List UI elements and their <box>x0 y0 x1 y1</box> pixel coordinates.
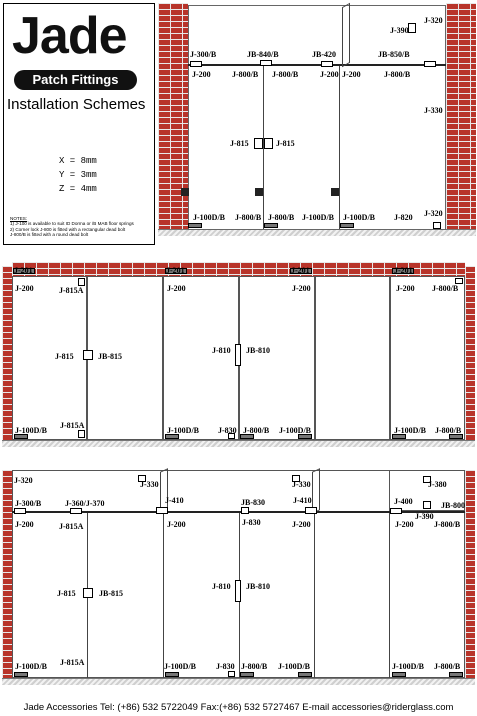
floor-spring-icon <box>255 188 263 196</box>
part-label: J-200 <box>167 284 186 293</box>
floor-fitting <box>392 672 406 677</box>
handle-fitting <box>235 344 241 366</box>
part-label: J-800/B <box>235 213 262 222</box>
part-label: J-800/B <box>232 70 259 79</box>
contact-footer: Jade Accessories Tel: (+86) 532 5722049 Fax:(+86) 532 5727467 E-mail accessories@riderglass.com <box>23 702 454 713</box>
fitting <box>424 61 436 67</box>
fitting <box>305 507 317 514</box>
part-label: J-100D/B <box>193 213 225 222</box>
lock-fitting <box>83 350 93 360</box>
brick-wall-right <box>465 266 475 446</box>
part-label: J-200 <box>192 70 211 79</box>
part-label: J-815 <box>57 589 76 598</box>
part-label: J-201 <box>14 266 33 275</box>
notes <box>10 216 155 238</box>
part-label: J-815A <box>59 522 84 531</box>
fitting <box>190 61 202 67</box>
part-label: J-330 <box>292 480 311 489</box>
glass-door <box>163 276 239 440</box>
part-label: J-100D/B <box>15 426 47 435</box>
part-label: JB-840/B <box>247 50 279 59</box>
floor-fitting <box>240 672 254 677</box>
part-label: J-100D/B <box>167 426 199 435</box>
part-label: J-330 <box>140 480 159 489</box>
part-label: J-100D/B <box>279 426 311 435</box>
dimension-z: Z = 4mm <box>59 184 97 194</box>
part-label: J-360/J-370 <box>65 499 105 508</box>
part-label: J-390 <box>390 26 409 35</box>
part-label: J-800/B <box>384 70 411 79</box>
part-label: J-815A <box>60 658 85 667</box>
fitting <box>241 507 249 514</box>
fitting <box>260 60 272 66</box>
transom-rail <box>188 64 446 66</box>
part-label: J-200 <box>396 284 415 293</box>
fitting <box>14 508 26 514</box>
part-label: J-815 <box>55 352 74 361</box>
part-label: J-320 <box>14 476 33 485</box>
fitting <box>78 278 85 286</box>
part-label: J-800/B <box>243 426 270 435</box>
floor <box>158 229 476 236</box>
part-label: J-380 <box>428 480 447 489</box>
brick-wall-left <box>158 3 188 235</box>
floor-fitting <box>165 672 179 677</box>
part-label: J-400 <box>394 497 413 506</box>
part-label: J-410 <box>165 496 184 505</box>
fin-panel <box>342 3 350 68</box>
part-label: J-320 <box>424 209 443 218</box>
part-label: J-830 <box>218 426 237 435</box>
part-label: J-100D/B <box>302 213 334 222</box>
part-label: J-800/B <box>432 284 459 293</box>
part-label: J-100D/B <box>278 662 310 671</box>
floor-fitting <box>340 223 354 228</box>
floor <box>2 440 475 447</box>
glass-door <box>390 276 465 440</box>
part-label: J-200 <box>292 520 311 529</box>
lock-fitting <box>254 138 263 149</box>
part-label: J-800/B <box>434 662 461 671</box>
page-title: Installation Schemes <box>7 96 146 113</box>
brand-logo: Jade <box>12 7 127 65</box>
brand-subtitle: Patch Fittings <box>14 70 137 90</box>
handle-fitting <box>235 580 241 602</box>
part-label: J-200 <box>320 70 339 79</box>
door-edge <box>314 513 315 678</box>
part-label: J-100D/B <box>343 213 375 222</box>
glass-door <box>239 276 315 440</box>
dimension-y: Y = 3mm <box>59 170 97 180</box>
part-label: JB-800 <box>441 501 465 510</box>
dimension-x: X = 8mm <box>59 156 97 166</box>
part-label: J-201 <box>291 266 310 275</box>
part-label: J-800/B <box>268 213 295 222</box>
part-label: J-815 <box>230 139 249 148</box>
part-label: J-100D/B <box>164 662 196 671</box>
part-label: J-815A <box>59 286 84 295</box>
part-label: J-410 <box>293 496 312 505</box>
part-label: J-815A <box>60 421 85 430</box>
floor-fitting <box>14 672 28 677</box>
part-label: J-100D/B <box>394 426 426 435</box>
part-label: J-830 <box>216 662 235 671</box>
part-label: JB-810 <box>246 346 270 355</box>
part-label: J-200 <box>15 284 34 293</box>
part-label: JB-810 <box>246 582 270 591</box>
part-label: J-201 <box>166 266 185 275</box>
lock-fitting <box>83 588 93 598</box>
floor-fitting <box>449 672 463 677</box>
notes-title: NOTES: <box>10 216 28 221</box>
brick-wall-right <box>446 3 476 235</box>
note-line: 1) J-100 is available to suit ID Dorma or /B MAB floor springs <box>10 221 134 227</box>
glass-panel <box>12 276 87 440</box>
part-label: J-200 <box>342 70 361 79</box>
logo-panel <box>3 3 155 245</box>
part-label: J-100D/B <box>392 662 424 671</box>
glass-panel <box>315 276 390 440</box>
part-label: J-820 <box>394 213 413 222</box>
door-edge <box>339 66 340 229</box>
part-label: JB-815 <box>98 352 122 361</box>
part-label: J-810 <box>212 582 231 591</box>
floor-fitting <box>264 223 278 228</box>
glass-frame <box>188 5 446 230</box>
part-label: J-200 <box>395 520 414 529</box>
floor-fitting <box>228 671 235 677</box>
part-label: JB-850/B <box>378 50 410 59</box>
floor-spring-icon <box>181 188 189 196</box>
fitting <box>78 430 85 438</box>
part-label: J-200 <box>15 520 34 529</box>
brick-wall-right <box>465 470 475 684</box>
brick-wall-left <box>2 470 12 684</box>
part-label: J-201 <box>394 266 413 275</box>
fitting <box>423 501 431 509</box>
note-line: J-800/B is fitted with a round dead bolt <box>10 232 89 238</box>
part-label: JB-830 <box>241 498 265 507</box>
floor-fitting <box>433 222 441 229</box>
part-label: JB-815 <box>99 589 123 598</box>
fitting <box>408 23 416 33</box>
part-label: J-200 <box>292 284 311 293</box>
part-label: J-330 <box>424 106 443 115</box>
part-label: J-300/B <box>15 499 42 508</box>
door-edge <box>389 513 390 678</box>
note-line: 2) Corner lock J-800 is fitted with a rectangular dead bolt <box>10 226 126 232</box>
part-label: J-810 <box>212 346 231 355</box>
fitting <box>390 508 402 514</box>
part-label: J-830 <box>242 518 261 527</box>
floor <box>2 678 475 685</box>
brick-wall-left <box>2 266 12 446</box>
part-label: J-800/B <box>435 426 462 435</box>
lock-fitting <box>264 138 273 149</box>
floor-fitting <box>188 223 202 228</box>
floor-fitting <box>298 672 312 677</box>
door-edge <box>163 513 164 678</box>
floor-spring-icon <box>331 188 339 196</box>
part-label: J-800/B <box>241 662 268 671</box>
part-label: J-800/B <box>272 70 299 79</box>
part-label: J-300/B <box>190 50 217 59</box>
part-label: J-800/B <box>434 520 461 529</box>
part-label: J-390 <box>415 512 434 521</box>
part-label: J-815 <box>276 139 295 148</box>
fitting <box>156 507 168 514</box>
fitting <box>70 508 82 514</box>
part-label: J-100D/B <box>15 662 47 671</box>
fitting <box>321 61 333 67</box>
part-label: JB-420 <box>312 50 336 59</box>
part-label: J-320 <box>424 16 443 25</box>
part-label: J-200 <box>167 520 186 529</box>
